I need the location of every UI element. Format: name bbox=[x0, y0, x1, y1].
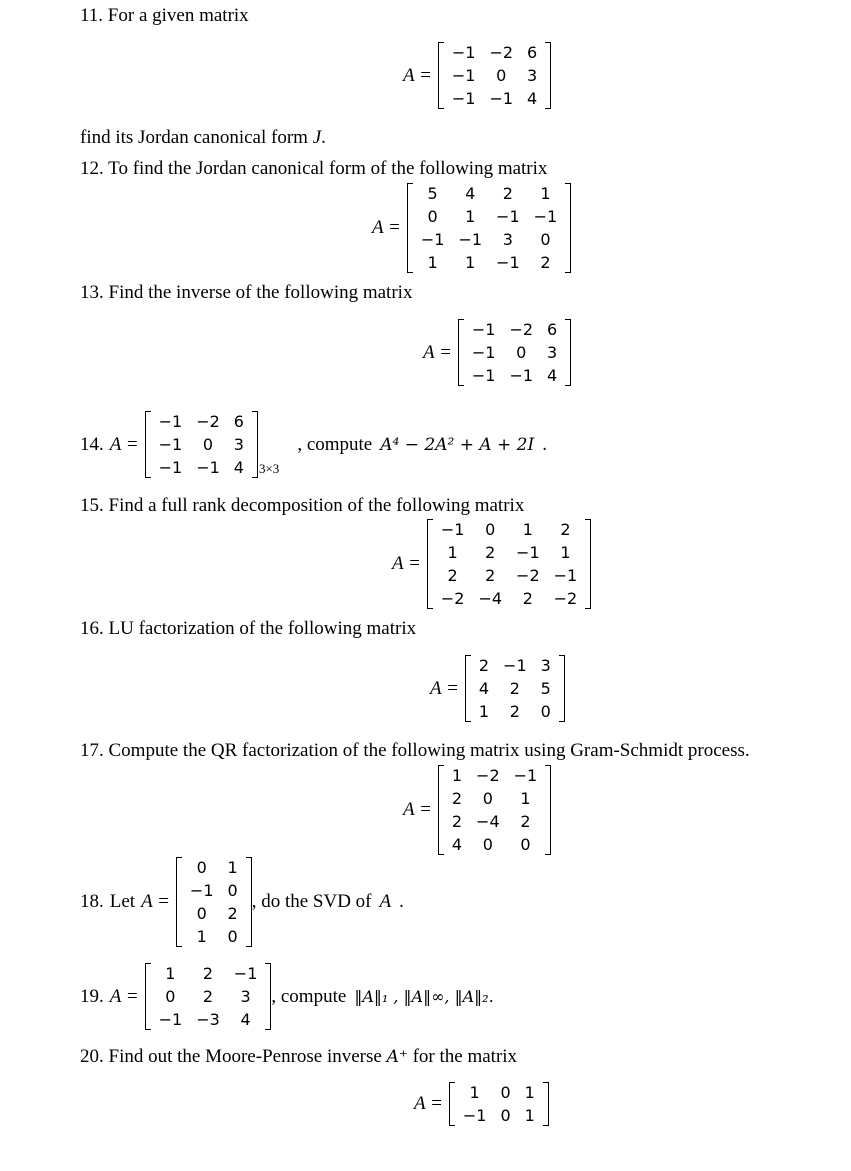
problem-15-matrix bbox=[427, 518, 591, 610]
matrix-entry: 0 bbox=[516, 343, 527, 362]
problem-16-equation bbox=[430, 654, 565, 723]
matrix-entry: 1 bbox=[560, 543, 571, 562]
matrix-entry: −1 bbox=[189, 881, 214, 900]
matrix-entry: 4 bbox=[478, 679, 490, 698]
matrix-entry: 2 bbox=[202, 987, 214, 1006]
problem-18-lhs: A = bbox=[141, 891, 170, 912]
matrix-row bbox=[465, 341, 564, 364]
matrix-entry: 1 bbox=[469, 1083, 480, 1102]
matrix-entry: 2 bbox=[447, 566, 458, 585]
matrix-entry: −1 bbox=[420, 230, 445, 249]
matrix-entry: 2 bbox=[485, 566, 496, 585]
matrix-entry: −1 bbox=[158, 1010, 183, 1029]
problem-11-statement bbox=[80, 5, 249, 27]
matrix-entry: 2 bbox=[509, 679, 520, 698]
matrix-table bbox=[183, 856, 245, 948]
matrix-entry: 1 bbox=[447, 543, 458, 562]
matrix-entry: −1 bbox=[489, 89, 514, 108]
matrix-entry: −4 bbox=[478, 589, 503, 608]
matrix-row bbox=[152, 985, 265, 1008]
problem-19-expression: ‖A‖₁ , ‖A‖∞, ‖A‖₂. bbox=[354, 987, 494, 1006]
matrix-table bbox=[445, 764, 544, 856]
problem-20-text2: for the matrix bbox=[412, 1046, 518, 1067]
matrix-entry: 1 bbox=[540, 184, 551, 203]
matrix-entry: 3 bbox=[502, 230, 513, 249]
matrix-entry: 1 bbox=[465, 253, 476, 272]
problem-12-equation bbox=[372, 182, 571, 274]
problem-14-end: . bbox=[542, 433, 547, 455]
matrix-entry: 0 bbox=[482, 789, 493, 808]
matrix-entry: 4 bbox=[465, 184, 476, 203]
matrix-row bbox=[434, 587, 584, 610]
matrix-row bbox=[456, 1104, 542, 1127]
matrix-entry: 2 bbox=[451, 789, 463, 808]
problem-16-statement bbox=[80, 618, 416, 640]
problem-13-equation bbox=[423, 318, 571, 387]
problem-12-matrix bbox=[407, 182, 571, 274]
problem-20-equation bbox=[414, 1081, 549, 1127]
matrix-entry: 4 bbox=[527, 89, 538, 108]
matrix-entry: 0 bbox=[540, 230, 551, 249]
problem-18-number: 18. bbox=[80, 891, 104, 912]
matrix-entry: 0 bbox=[485, 520, 496, 539]
problem-17-number: 17. bbox=[80, 740, 104, 761]
matrix-entry: −1 bbox=[458, 230, 483, 249]
matrix-entry: 0 bbox=[196, 858, 207, 877]
problem-12-text: To find the Jordan canonical form of the following matrix bbox=[108, 158, 548, 179]
matrix-entry: 0 bbox=[227, 927, 238, 946]
matrix-row bbox=[434, 518, 584, 541]
matrix-row bbox=[414, 251, 564, 274]
matrix-entry: 0 bbox=[196, 904, 207, 923]
matrix-entry: −2 bbox=[440, 589, 465, 608]
problem-14-subscript: 3×3 bbox=[258, 461, 280, 476]
matrix-row bbox=[445, 810, 544, 833]
matrix-entry: 1 bbox=[522, 520, 533, 539]
matrix-entry: −2 bbox=[553, 589, 578, 608]
matrix-entry: 6 bbox=[527, 43, 538, 62]
problem-18-trail-var: A bbox=[379, 891, 392, 912]
matrix-entry: −1 bbox=[471, 320, 496, 339]
problem-19-equation bbox=[80, 962, 494, 1031]
matrix-entry: −1 bbox=[553, 566, 578, 585]
problem-13-statement bbox=[80, 282, 412, 304]
matrix-entry: 4 bbox=[547, 366, 558, 385]
matrix-row bbox=[445, 764, 544, 787]
problem-12-lhs: A = bbox=[372, 217, 401, 238]
matrix-entry: 4 bbox=[233, 458, 244, 477]
problem-18-matrix bbox=[176, 856, 252, 948]
matrix-entry: 2 bbox=[509, 702, 520, 721]
matrix-entry: −1 bbox=[440, 520, 465, 539]
problem-17-statement bbox=[80, 740, 750, 762]
problem-11-after-var: J bbox=[312, 127, 322, 148]
matrix-table bbox=[456, 1081, 542, 1127]
matrix-entry: 1 bbox=[465, 207, 476, 226]
problem-17-equation bbox=[403, 764, 551, 856]
problem-16-text: LU factorization of the following matrix bbox=[108, 618, 417, 639]
matrix-row bbox=[445, 64, 544, 87]
matrix-entry: 2 bbox=[227, 904, 238, 923]
problem-19-lhs: A = bbox=[109, 985, 139, 1007]
problem-14-number: 14. bbox=[80, 433, 104, 455]
matrix-entry: 6 bbox=[233, 412, 244, 431]
problem-20-expression: A⁺ bbox=[386, 1047, 408, 1067]
problem-19-text: , compute bbox=[271, 985, 347, 1007]
problem-11-after-text: find its Jordan canonical form bbox=[80, 127, 308, 148]
matrix-entry: 0 bbox=[540, 702, 551, 721]
matrix-entry: 3 bbox=[540, 656, 551, 675]
matrix-row bbox=[183, 856, 245, 879]
problem-14-lhs: A = bbox=[109, 433, 139, 455]
problem-11-followup bbox=[80, 127, 326, 149]
matrix-table bbox=[434, 518, 584, 610]
matrix-row bbox=[445, 833, 544, 856]
problem-14-equation bbox=[80, 410, 547, 479]
matrix-row bbox=[183, 879, 245, 902]
matrix-entry: −1 bbox=[471, 343, 496, 362]
matrix-row bbox=[152, 410, 251, 433]
matrix-row bbox=[152, 433, 251, 456]
matrix-entry: −2 bbox=[489, 43, 514, 62]
problem-18-end: . bbox=[399, 891, 404, 912]
matrix-entry: −1 bbox=[451, 66, 476, 85]
matrix-row bbox=[456, 1081, 542, 1104]
matrix-entry: 0 bbox=[496, 66, 507, 85]
matrix-entry: 2 bbox=[540, 253, 551, 272]
problem-17-text: Compute the QR factorization of the following matrix using Gram-Schmidt process. bbox=[108, 740, 750, 761]
matrix-entry: −1 bbox=[513, 766, 538, 785]
matrix-entry: −1 bbox=[451, 43, 476, 62]
matrix-entry: −1 bbox=[533, 207, 558, 226]
matrix-row bbox=[465, 364, 564, 387]
matrix-row bbox=[472, 654, 558, 677]
problem-15-statement bbox=[80, 495, 524, 517]
matrix-entry: 3 bbox=[233, 435, 244, 454]
matrix-row bbox=[183, 925, 245, 948]
matrix-entry: 1 bbox=[451, 766, 463, 785]
problem-20-statement bbox=[80, 1046, 517, 1068]
matrix-entry: −1 bbox=[158, 435, 183, 454]
matrix-entry: 4 bbox=[240, 1010, 251, 1029]
matrix-entry: −1 bbox=[158, 412, 183, 431]
matrix-entry: 2 bbox=[451, 812, 463, 831]
problem-11-matrix bbox=[438, 41, 551, 110]
matrix-row bbox=[445, 787, 544, 810]
matrix-table bbox=[152, 410, 251, 479]
matrix-row bbox=[183, 902, 245, 925]
matrix-entry: 2 bbox=[522, 589, 533, 608]
matrix-row bbox=[152, 962, 265, 985]
matrix-entry: 0 bbox=[427, 207, 438, 226]
problem-15-number: 15. bbox=[80, 495, 104, 516]
problem-13-lhs: A = bbox=[423, 341, 452, 363]
matrix-entry: 5 bbox=[540, 679, 551, 698]
matrix-entry: 2 bbox=[485, 543, 496, 562]
matrix-table bbox=[445, 41, 544, 110]
matrix-entry: 1 bbox=[520, 789, 531, 808]
matrix-row bbox=[152, 456, 251, 479]
matrix-row bbox=[414, 228, 564, 251]
problem-18-trail: , do the SVD of bbox=[251, 891, 372, 912]
problem-18-text: Let bbox=[109, 891, 136, 912]
matrix-entry: 2 bbox=[560, 520, 571, 539]
matrix-entry: 1 bbox=[524, 1106, 535, 1125]
matrix-entry: 1 bbox=[524, 1083, 535, 1102]
matrix-entry: 0 bbox=[482, 835, 493, 854]
matrix-entry: 0 bbox=[520, 835, 531, 854]
matrix-entry: 6 bbox=[547, 320, 558, 339]
matrix-row bbox=[465, 318, 564, 341]
problem-19-matrix bbox=[145, 962, 272, 1031]
problem-12-statement bbox=[80, 158, 547, 180]
problem-11-lhs: A = bbox=[403, 64, 432, 86]
matrix-row bbox=[414, 182, 564, 205]
problem-14-text: , compute bbox=[297, 433, 373, 455]
problem-16-matrix bbox=[465, 654, 565, 723]
matrix-entry: −1 bbox=[158, 458, 183, 477]
matrix-entry: 5 bbox=[427, 184, 438, 203]
matrix-entry: −2 bbox=[196, 412, 220, 431]
matrix-entry: 0 bbox=[202, 435, 214, 454]
problem-17-matrix bbox=[438, 764, 551, 856]
matrix-entry: −1 bbox=[471, 366, 496, 385]
problem-20-number: 20. bbox=[80, 1046, 104, 1067]
matrix-entry: −3 bbox=[196, 1010, 220, 1029]
matrix-entry: 1 bbox=[165, 964, 176, 983]
problem-15-text: Find a full rank decomposition of the following matrix bbox=[108, 495, 525, 516]
matrix-entry: 3 bbox=[547, 343, 558, 362]
problem-20-text: Find out the Moore-Penrose inverse bbox=[108, 1046, 382, 1067]
matrix-entry: −2 bbox=[476, 766, 500, 785]
matrix-entry: 0 bbox=[227, 881, 238, 900]
matrix-entry: 1 bbox=[227, 858, 238, 877]
matrix-row bbox=[434, 541, 584, 564]
problem-14-expression: A⁴ − 2A² + A + 2I bbox=[380, 434, 535, 455]
matrix-entry: −1 bbox=[462, 1106, 487, 1125]
matrix-row bbox=[472, 700, 558, 723]
matrix-entry: 0 bbox=[500, 1083, 511, 1102]
matrix-entry: 2 bbox=[202, 964, 214, 983]
problem-14-matrix bbox=[145, 410, 258, 479]
matrix-entry: 3 bbox=[240, 987, 251, 1006]
matrix-entry: 2 bbox=[478, 656, 490, 675]
matrix-entry: −1 bbox=[196, 458, 220, 477]
matrix-row bbox=[152, 1008, 265, 1031]
problem-19-number: 19. bbox=[80, 985, 104, 1007]
matrix-row bbox=[445, 41, 544, 64]
matrix-row bbox=[434, 564, 584, 587]
problem-18-equation bbox=[80, 856, 404, 948]
matrix-row bbox=[414, 205, 564, 228]
matrix-entry: −2 bbox=[516, 566, 540, 585]
matrix-entry: 3 bbox=[527, 66, 538, 85]
problem-16-number: 16. bbox=[80, 618, 104, 639]
matrix-entry: −1 bbox=[516, 543, 540, 562]
matrix-entry: 2 bbox=[502, 184, 513, 203]
matrix-entry: −1 bbox=[496, 253, 520, 272]
matrix-entry: −1 bbox=[451, 89, 476, 108]
matrix-entry: −4 bbox=[476, 812, 500, 831]
matrix-entry: 2 bbox=[520, 812, 531, 831]
problem-12-number: 12. bbox=[80, 158, 104, 179]
matrix-table bbox=[414, 182, 564, 274]
matrix-entry: 4 bbox=[451, 835, 463, 854]
matrix-entry: −1 bbox=[509, 366, 534, 385]
matrix-entry: −1 bbox=[496, 207, 520, 226]
problem-11-text: For a given matrix bbox=[107, 5, 249, 26]
problem-15-lhs: A = bbox=[392, 553, 421, 574]
matrix-table bbox=[472, 654, 558, 723]
problem-11-after-end: . bbox=[321, 127, 326, 148]
problem-11-number: 11. bbox=[80, 5, 104, 26]
matrix-entry: −1 bbox=[233, 964, 258, 983]
problem-13-text: Find the inverse of the following matrix bbox=[108, 282, 413, 303]
problem-13-matrix bbox=[458, 318, 571, 387]
matrix-entry: 1 bbox=[196, 927, 207, 946]
matrix-entry: 0 bbox=[165, 987, 176, 1006]
problem-20-lhs: A = bbox=[414, 1093, 443, 1114]
matrix-row bbox=[472, 677, 558, 700]
matrix-entry: −1 bbox=[503, 656, 527, 675]
problem-11-equation bbox=[403, 41, 551, 110]
problem-13-number: 13. bbox=[80, 282, 104, 303]
matrix-entry: −2 bbox=[509, 320, 534, 339]
problem-15-equation bbox=[392, 518, 591, 610]
matrix-table bbox=[465, 318, 564, 387]
matrix-entry: 0 bbox=[500, 1106, 511, 1125]
matrix-entry: 1 bbox=[478, 702, 490, 721]
matrix-table bbox=[152, 962, 265, 1031]
matrix-row bbox=[445, 87, 544, 110]
problem-17-lhs: A = bbox=[403, 799, 432, 820]
problem-16-lhs: A = bbox=[430, 677, 459, 699]
problem-20-matrix bbox=[449, 1081, 549, 1127]
matrix-entry: 1 bbox=[427, 253, 438, 272]
